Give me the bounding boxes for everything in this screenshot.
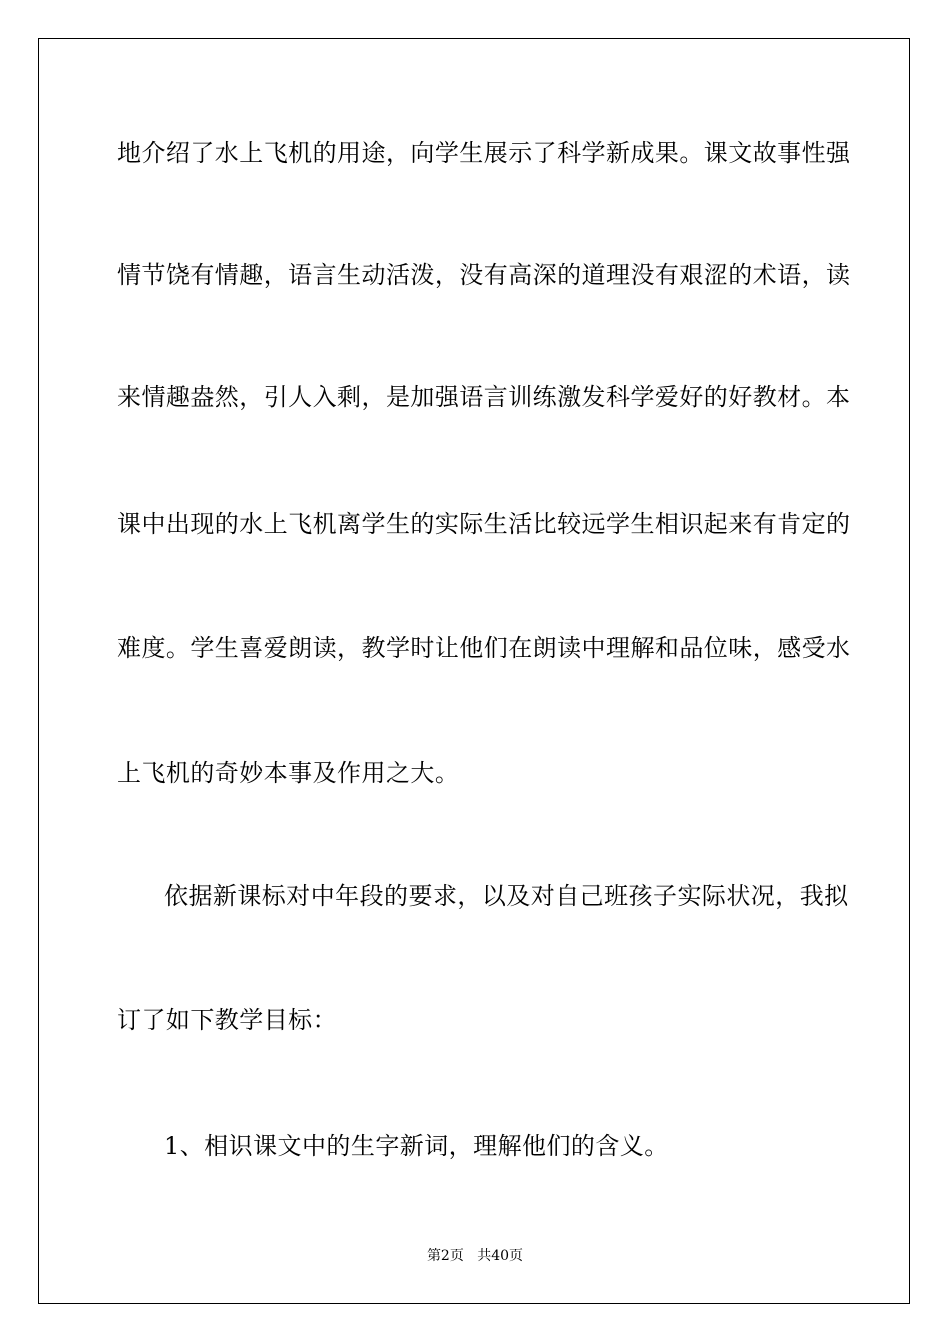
list-item: 1、相识课文中的生字新词，理解他们的含义。 bbox=[164, 1132, 669, 1160]
body-text-line: 地介绍了水上飞机的用途，向学生展示了科学新成果。课文故事性强 bbox=[117, 139, 851, 167]
page-total: 共40页 bbox=[477, 1248, 524, 1264]
paragraph-first-line: 依据新课标对中年段的要求，以及对自己班孩子实际状况，我拟 bbox=[164, 882, 849, 910]
page-footer bbox=[0, 1247, 950, 1265]
body-text-line: 课中出现的水上飞机离学生的实际生活比较远学生相识起来有肯定的 bbox=[117, 510, 851, 538]
body-text-line: 来情趣盎然，引人入剩，是加强语言训练激发科学爱好的好教材。本 bbox=[117, 383, 851, 411]
page-number: 第2页 bbox=[426, 1248, 464, 1264]
body-text-line: 情节饶有情趣，语言生动活泼，没有高深的道理没有艰涩的术语，读 bbox=[117, 261, 851, 289]
page-border bbox=[38, 38, 910, 1304]
body-text-line: 订了如下教学目标： bbox=[117, 1006, 338, 1034]
body-text-line: 上飞机的奇妙本事及作用之大。 bbox=[117, 759, 460, 787]
body-text-line: 难度。学生喜爱朗读，教学时让他们在朗读中理解和品位味，感受水 bbox=[117, 634, 851, 662]
